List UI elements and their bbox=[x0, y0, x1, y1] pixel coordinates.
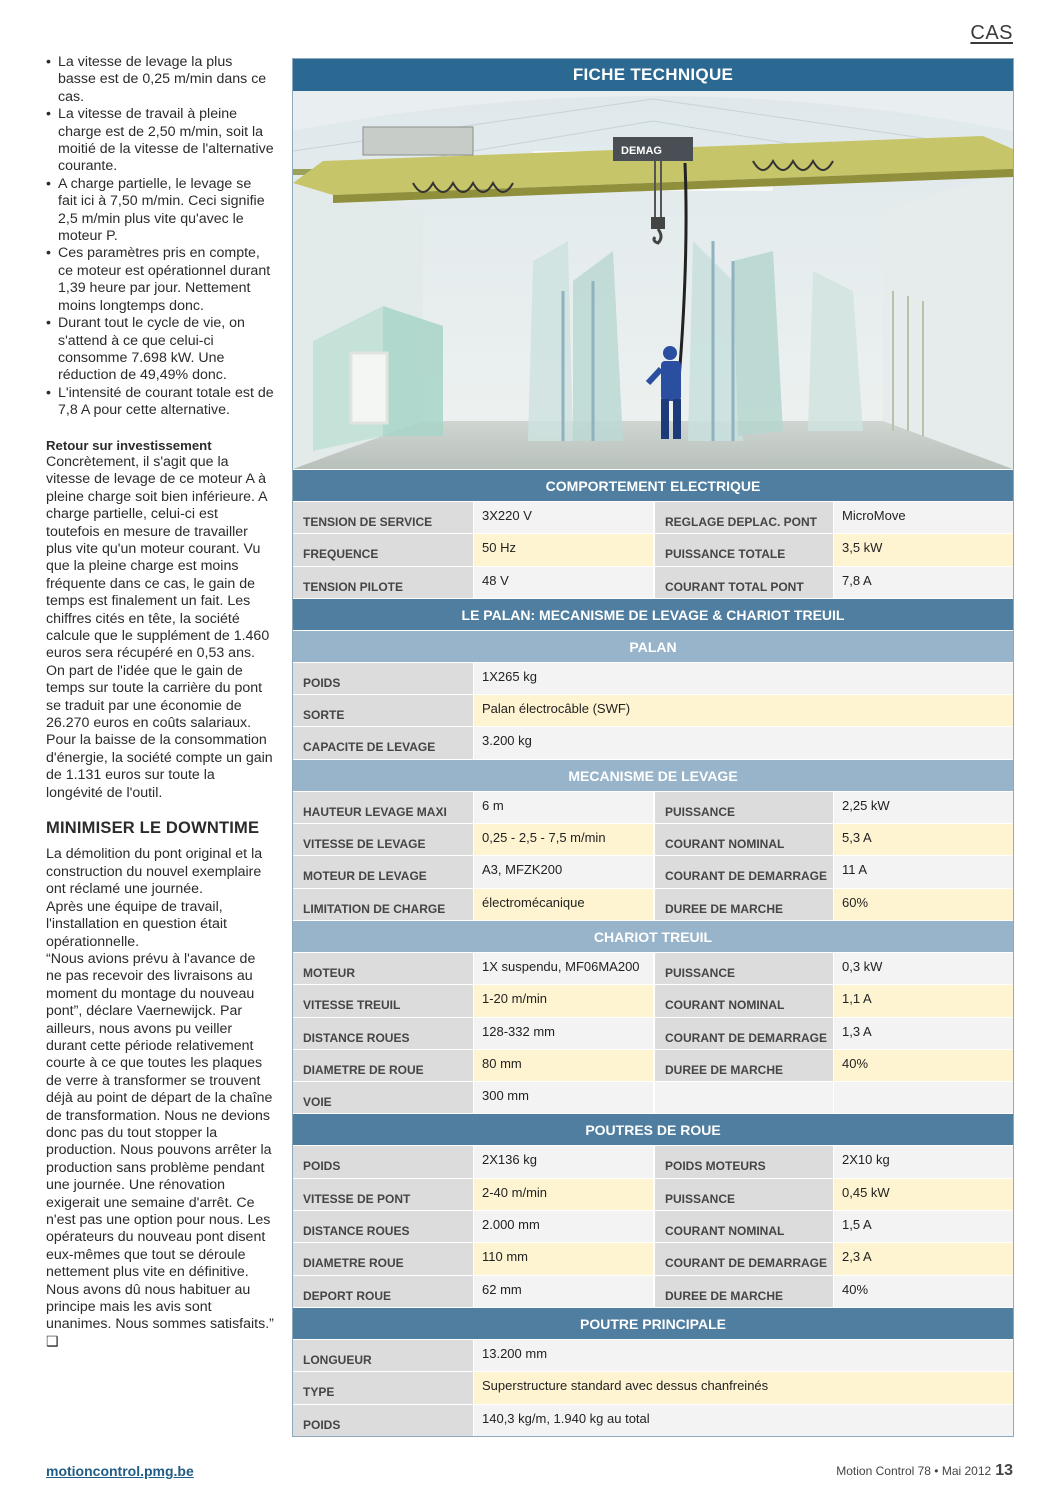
spec-value: 1-20 m/min bbox=[473, 985, 653, 1016]
spec-label: PUISSANCE bbox=[653, 953, 833, 984]
spec-label: DUREE DE MARCHE bbox=[653, 1050, 833, 1081]
spec-value: 40% bbox=[833, 1276, 1013, 1307]
spec-row bbox=[293, 1210, 1013, 1242]
roi-heading: Retour sur investissement bbox=[46, 437, 212, 453]
bullet-item: • La vitesse de levage la plus basse est de 0,25 m/min dans ce cas. bbox=[46, 54, 274, 106]
spec-row bbox=[293, 1275, 1013, 1307]
spec-row bbox=[293, 1049, 1013, 1081]
spec-label: COURANT NOMINAL bbox=[653, 824, 833, 855]
spec-value: 6 m bbox=[473, 792, 653, 823]
spec-row bbox=[293, 501, 1013, 533]
spec-value: 110 mm bbox=[473, 1243, 653, 1274]
spec-value: 48 V bbox=[473, 567, 653, 598]
spec-row bbox=[293, 726, 1013, 758]
issue-info bbox=[836, 1462, 1013, 1480]
poutres-roue-heading: POUTRES DE ROUE bbox=[293, 1113, 1013, 1145]
spec-value: MicroMove bbox=[833, 502, 1013, 533]
spec-label: TENSION DE SERVICE bbox=[293, 502, 473, 533]
spec-row bbox=[293, 1371, 1013, 1403]
spec-value: 62 mm bbox=[473, 1276, 653, 1307]
spec-row bbox=[293, 823, 1013, 855]
spec-value: 2-40 m/min bbox=[473, 1179, 653, 1210]
palan-heading: PALAN bbox=[293, 630, 1013, 662]
bullet-item: • La vitesse de travail à pleine charge est de 2,50 m/min, soit la moitié de la vitesse de l'alternative courante. bbox=[46, 106, 274, 176]
empty-cell bbox=[653, 1082, 833, 1113]
spec-value: 0,3 kW bbox=[833, 953, 1013, 984]
spec-value: 2X10 kg bbox=[833, 1146, 1013, 1177]
crane-photo bbox=[293, 91, 1013, 469]
spec-label: POIDS bbox=[293, 663, 473, 694]
spec-label: DUREE DE MARCHE bbox=[653, 1276, 833, 1307]
downtime-paragraph-3 bbox=[46, 951, 274, 1351]
spec-row bbox=[293, 1017, 1013, 1049]
spec-label: SORTE bbox=[293, 695, 473, 726]
issue-label: Motion Control 78 • Mai 2012 bbox=[836, 1464, 992, 1478]
spec-sheet bbox=[292, 58, 1014, 1437]
spec-value: 60% bbox=[833, 889, 1013, 920]
spec-value: 7,8 A bbox=[833, 567, 1013, 598]
spec-row bbox=[293, 888, 1013, 920]
spec-label: COURANT TOTAL PONT bbox=[653, 567, 833, 598]
spec-value: 1X suspendu, MF06MA200 bbox=[473, 953, 653, 984]
page-number: 13 bbox=[995, 1462, 1013, 1479]
spec-value: 3,5 kW bbox=[833, 534, 1013, 565]
spec-label: VITESSE TREUIL bbox=[293, 985, 473, 1016]
spec-row bbox=[293, 662, 1013, 694]
spec-value: 5,3 A bbox=[833, 824, 1013, 855]
crane-photo-illustration bbox=[293, 91, 1013, 469]
spec-value: 2,25 kW bbox=[833, 792, 1013, 823]
spec-row bbox=[293, 1242, 1013, 1274]
spec-label: MOTEUR bbox=[293, 953, 473, 984]
spec-value: électromécanique bbox=[473, 889, 653, 920]
spec-label: DIAMETRE ROUE bbox=[293, 1243, 473, 1274]
spec-label: COURANT NOMINAL bbox=[653, 1211, 833, 1242]
end-mark: ❑ bbox=[46, 1333, 59, 1350]
spec-label: REGLAGE DEPLAC. PONT bbox=[653, 502, 833, 533]
crane-brand: DEMAG bbox=[621, 145, 662, 157]
spec-sheet-title: FICHE TECHNIQUE bbox=[293, 59, 1013, 91]
bullet-item: • Durant tout le cycle de vie, on s'attend à ce que celui-ci consomme 7.698 kW. Une réduction de 49,49% donc. bbox=[46, 315, 274, 385]
spec-value: 80 mm bbox=[473, 1050, 653, 1081]
electrical-heading: COMPORTEMENT ELECTRIQUE bbox=[293, 469, 1013, 501]
website-link[interactable]: motioncontrol.pmg.be bbox=[46, 1463, 194, 1479]
spec-label: PUISSANCE bbox=[653, 1179, 833, 1210]
spec-label: VITESSE DE PONT bbox=[293, 1179, 473, 1210]
spec-label: DIAMETRE DE ROUE bbox=[293, 1050, 473, 1081]
spec-value: 11 A bbox=[833, 856, 1013, 887]
spec-value: 2.000 mm bbox=[473, 1211, 653, 1242]
spec-row bbox=[293, 791, 1013, 823]
spec-value: 0,45 kW bbox=[833, 1179, 1013, 1210]
mecanisme-heading: MECANISME DE LEVAGE bbox=[293, 759, 1013, 791]
spec-value: 3X220 V bbox=[473, 502, 653, 533]
roi-paragraph: Concrètement, il s'agit que la vitesse de levage de ce moteur A à pleine charge soit bien inférieure. A charge partielle, celui-ci est toutefois en mesure de travailler plus vite qu'un moteur courant. Vu que la pleine charge est moins fréquente dans ce cas, le gain de temps est finalement un fait. Les chiffres cités en tête, la société calcule que le supplément de 1.460 euros sera récupéré en 0,53 ans. On part de l'idée que le gain de temps sur toute la carrière du pont se traduit par une économie de 26.270 euros en coûts salariaux. Pour la baisse de la consommation d'énergie, la société compte un gain de 1.131 euros sur toute la longévité de l'outil. bbox=[46, 453, 273, 801]
spec-row bbox=[293, 952, 1013, 984]
spec-value: 140,3 kg/m, 1.940 kg au total bbox=[473, 1405, 1013, 1436]
article-column bbox=[46, 54, 274, 1351]
spec-label: MOTEUR DE LEVAGE bbox=[293, 856, 473, 887]
spec-label: POIDS MOTEURS bbox=[653, 1146, 833, 1177]
spec-label: LIMITATION DE CHARGE bbox=[293, 889, 473, 920]
empty-cell bbox=[833, 1082, 1013, 1113]
spec-value: 1,1 A bbox=[833, 985, 1013, 1016]
spec-row bbox=[293, 1339, 1013, 1371]
spec-row bbox=[293, 694, 1013, 726]
spec-value: 128-332 mm bbox=[473, 1018, 653, 1049]
bullet-list bbox=[46, 54, 274, 420]
spec-label: VITESSE DE LEVAGE bbox=[293, 824, 473, 855]
bullet-item: • A charge partielle, le levage se fait ici à 7,50 m/min. Ceci signifie 2,5 m/min plus vite qu'avec le moteur P. bbox=[46, 176, 274, 246]
spec-value: 13.200 mm bbox=[473, 1340, 1013, 1371]
spec-value: Palan électrocâble (SWF) bbox=[473, 695, 1013, 726]
spec-label: COURANT DE DEMARRAGE bbox=[653, 1243, 833, 1274]
spec-value: Superstructure standard avec dessus chanfreinés bbox=[473, 1372, 1013, 1403]
spec-row bbox=[293, 855, 1013, 887]
quote-text: “Nous avions prévu à l'avance de ne pas recevoir des livraisons au moment du montage du nouveau pont”, déclare Vaernewijck. Par ailleurs, nous avons pu veiller durant cette période relativement courte à ce que toutes les plaques de verre à transformer se trouvent déjà au point de départ de la chaîne de transformation. Nous ne devions donc pas du tout stopper la production. Nous pouvons arrêter la production sans problème pendant une journée. Une rénovation exigerait une semaine d'arrêt. Ce n'est pas une option pour nous. Les opérateurs du nouveau pont disent eux-mêmes que tout se déroule nettement plus vite en définitive. Nous avons dû nous habituer au principe mais les avis sont unanimes. Nous sommes satisfaits.” bbox=[46, 950, 274, 1333]
hoist-heading: LE PALAN: MECANISME DE LEVAGE & CHARIOT TREUIL bbox=[293, 598, 1013, 630]
spec-label: POIDS bbox=[293, 1405, 473, 1436]
poutre-principale-heading: POUTRE PRINCIPALE bbox=[293, 1307, 1013, 1339]
spec-label: VOIE bbox=[293, 1082, 473, 1113]
spec-label: COURANT DE DEMARRAGE bbox=[653, 1018, 833, 1049]
spec-row bbox=[293, 1178, 1013, 1210]
downtime-heading: MINIMISER LE DOWNTIME bbox=[46, 819, 260, 838]
spec-label: COURANT NOMINAL bbox=[653, 985, 833, 1016]
spec-label: HAUTEUR LEVAGE MAXI bbox=[293, 792, 473, 823]
spec-label: PUISSANCE TOTALE bbox=[653, 534, 833, 565]
spec-label: LONGUEUR bbox=[293, 1340, 473, 1371]
spec-row bbox=[293, 1145, 1013, 1177]
spec-label: CAPACITE DE LEVAGE bbox=[293, 727, 473, 758]
spec-row bbox=[293, 984, 1013, 1016]
chariot-heading: CHARIOT TREUIL bbox=[293, 920, 1013, 952]
spec-value: 40% bbox=[833, 1050, 1013, 1081]
bullet-item: • Ces paramètres pris en compte, ce moteur est opérationnel durant 1,39 heure par jour. Nettement moins longtemps donc. bbox=[46, 245, 274, 315]
spec-value: 300 mm bbox=[473, 1082, 653, 1113]
spec-row bbox=[293, 533, 1013, 565]
spec-label: TENSION PILOTE bbox=[293, 567, 473, 598]
spec-row bbox=[293, 1404, 1013, 1436]
downtime-paragraph-2: Après une équipe de travail, l'installation en question était opérationnelle. bbox=[46, 898, 227, 950]
spec-value: 1,5 A bbox=[833, 1211, 1013, 1242]
bullet-item: • L'intensité de courant totale est de 7,8 A pour cette alternative. bbox=[46, 385, 274, 420]
spec-value: 0,25 - 2,5 - 7,5 m/min bbox=[473, 824, 653, 855]
spec-value: 2,3 A bbox=[833, 1243, 1013, 1274]
section-label: CAS bbox=[970, 22, 1013, 44]
spec-value: 3.200 kg bbox=[473, 727, 1013, 758]
spec-label: DISTANCE ROUES bbox=[293, 1211, 473, 1242]
spec-row bbox=[293, 1081, 1013, 1113]
spec-label: DISTANCE ROUES bbox=[293, 1018, 473, 1049]
spec-label: DUREE DE MARCHE bbox=[653, 889, 833, 920]
spec-label: COURANT DE DEMARRAGE bbox=[653, 856, 833, 887]
spec-value: 1X265 kg bbox=[473, 663, 1013, 694]
spec-label: DEPORT ROUE bbox=[293, 1276, 473, 1307]
spec-value: A3, MFZK200 bbox=[473, 856, 653, 887]
spec-value: 1,3 A bbox=[833, 1018, 1013, 1049]
downtime-paragraph-1: La démolition du pont original et la construction du nouvel exemplaire ont réclamé une journée. bbox=[46, 846, 263, 898]
spec-label: TYPE bbox=[293, 1372, 473, 1403]
spec-value: 2X136 kg bbox=[473, 1146, 653, 1177]
spec-label: POIDS bbox=[293, 1146, 473, 1177]
spec-value: 50 Hz bbox=[473, 534, 653, 565]
spec-label: FREQUENCE bbox=[293, 534, 473, 565]
spec-label: PUISSANCE bbox=[653, 792, 833, 823]
spec-row bbox=[293, 566, 1013, 598]
